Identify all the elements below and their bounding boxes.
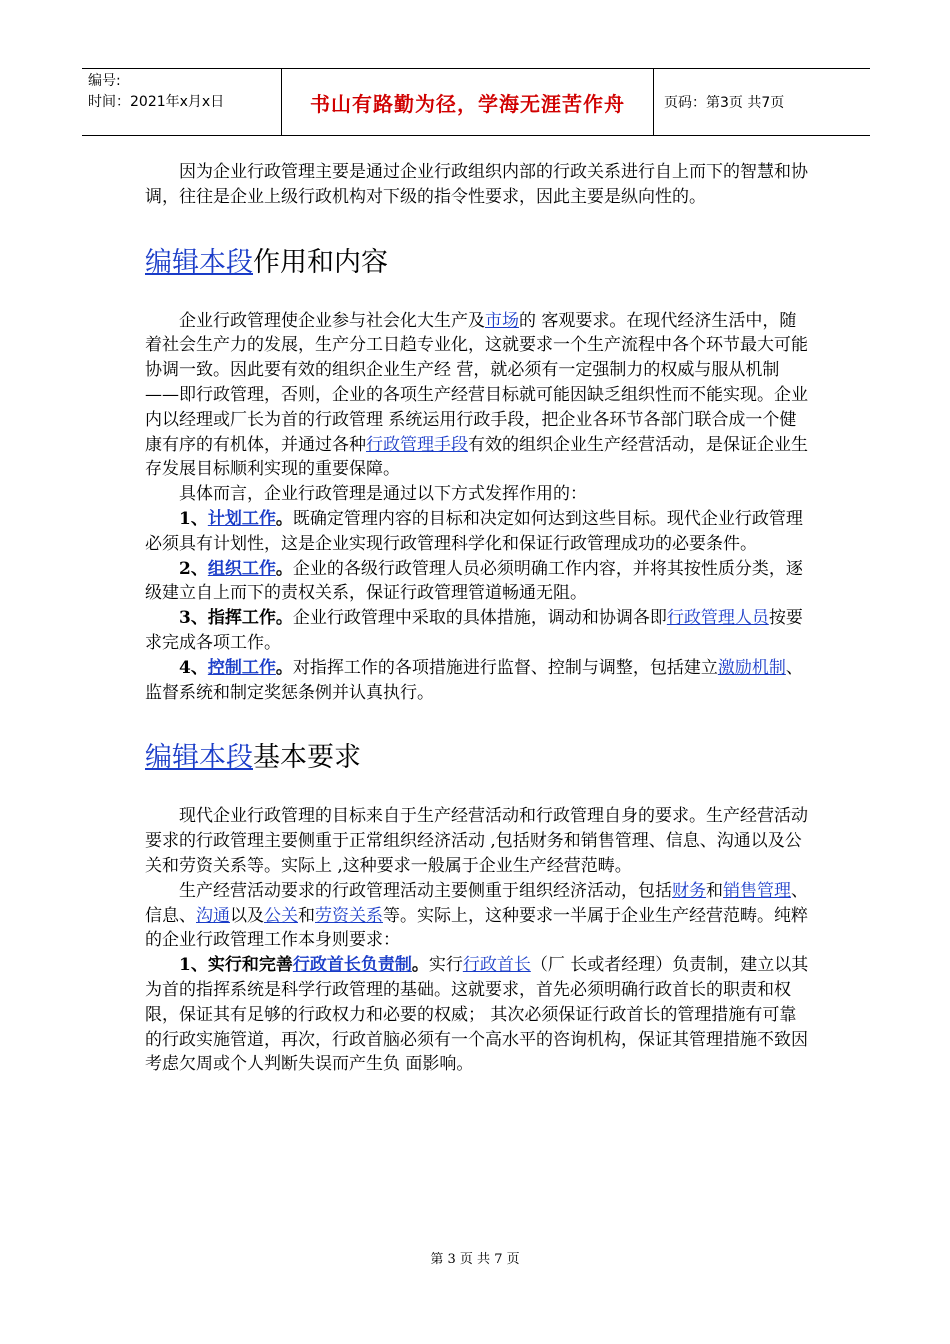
item-dot: 。 bbox=[275, 508, 293, 529]
market-link[interactable]: 市场 bbox=[485, 310, 519, 331]
incentive-link[interactable]: 激励机制 bbox=[717, 657, 786, 678]
list-item bbox=[145, 507, 810, 557]
item-dot: 。 bbox=[275, 558, 293, 579]
intro-paragraph: 因为企业行政管理主要是通过企业行政组织内部的行政关系进行自上而下的智慧和协调，往往是企业上级行政机构对下级的指令性要求，因此主要是纵向性的。 bbox=[145, 162, 808, 207]
section-heading-2 bbox=[145, 740, 810, 776]
item-text: 既确定管理内容的目标和决定如何达到这些目标。现代企业行政管理必须具有计划性，这是企业实现行政管理科学化和保证行政管理成功的必要条件。 bbox=[145, 508, 803, 554]
page-header bbox=[82, 68, 870, 136]
labor-relations-link[interactable]: 劳资关系 bbox=[315, 905, 383, 926]
item-text: 、监督系统和制定奖惩条例并认真执行。 bbox=[145, 657, 803, 703]
item-text: 实行 bbox=[428, 955, 463, 976]
paragraph: 具体而言，企业行政管理是通过以下方式发挥作用的： bbox=[179, 484, 587, 505]
item-text: 按要求完成各项工作。 bbox=[145, 608, 803, 653]
item-dot: 。 bbox=[275, 657, 293, 678]
item-text: 企业行政管理中采取的具体措施，调动和协调各即 bbox=[292, 608, 667, 629]
item-text: 企业的各级行政管理人员必须明确工作内容，并将其按性质分类，逐级建立自上而下的责权关系，保证行政管理管道畅通无阻。 bbox=[145, 558, 803, 604]
text-span: 、信息、 bbox=[145, 880, 808, 926]
text-span: 的 客观要求。在现代经济生活中，随着社会生产力的发展，生产分工日趋专业化，这就要求一个生产流程中各个环节最大可能协调一致。因此要有效的组织企业生产经 营，就必须有一定强制力的权威与服从机制——即行政管理，否则，企业的各项生产经营目标就可能因缺乏组织性而不能实现。企业内以经理或厂长为首的行政管理 系统运用行政手段，把企业各环节各部门联合成一个健康有序的有机体，并通过各种 bbox=[145, 310, 808, 455]
header-motto: 书山有路勤为径，学海无涯苦作舟 bbox=[282, 69, 654, 135]
edit-section-link[interactable]: 编辑本段 bbox=[145, 742, 253, 774]
header-page-number: 页码：第3页 共7页 bbox=[664, 95, 785, 111]
section-heading-1 bbox=[145, 245, 810, 281]
text-span: 等。实际上，这种要求一半属于企业生产经营范畴。纯粹的企业行政管理工作本身则要求： bbox=[145, 905, 808, 951]
list-item bbox=[145, 656, 810, 706]
edit-section-link[interactable]: 编辑本段 bbox=[145, 246, 253, 278]
list-item bbox=[145, 557, 810, 607]
number-label: 编号: bbox=[88, 73, 121, 89]
text-span: 和 bbox=[706, 880, 723, 901]
sales-management-link[interactable]: 销售管理 bbox=[723, 880, 791, 901]
paragraph bbox=[145, 879, 810, 953]
item-lead: 3、指挥工作。 bbox=[179, 608, 293, 629]
list-item bbox=[145, 953, 810, 1077]
control-link[interactable]: 控制工作 bbox=[207, 657, 276, 678]
item-lead: 1、实行和完善 bbox=[179, 955, 293, 976]
text-span: 生产经营活动要求的行政管理活动主要侧重于组织经济活动，包括 bbox=[179, 880, 672, 901]
admin-means-link[interactable]: 行政管理手段 bbox=[366, 434, 468, 455]
admin-chief-link[interactable]: 行政首长 bbox=[462, 955, 531, 976]
item-text: （厂 长或者经理）负责制，建立以其为首的指挥系统是科学行政管理的基础。这就要求，首先必须明确行政首长的职责和权限，保证其有足够的行政权力和必要的权威； 其次必须保证行政首长的管理措施有可靠的行政实施管道，再次，行政首脑必须有一个高水平的咨询机构，保证其管理措施不致因考虑欠周或个人判断失误而产生负 面影响。 bbox=[145, 955, 809, 1075]
text-span: 以及 bbox=[230, 905, 264, 926]
document-body bbox=[145, 160, 810, 1077]
communication-link[interactable]: 沟通 bbox=[196, 905, 230, 926]
paragraph bbox=[145, 309, 810, 483]
item-number: 2、 bbox=[179, 558, 208, 579]
item-number: 1、 bbox=[179, 508, 208, 529]
item-dot: 。 bbox=[411, 955, 429, 976]
text-span: 和 bbox=[298, 905, 315, 926]
item-text: 对指挥工作的各项措施进行监督、控制与调整，包括建立 bbox=[292, 657, 718, 678]
planning-link[interactable]: 计划工作 bbox=[207, 508, 276, 529]
header-left-cell bbox=[82, 69, 282, 135]
date-label: 时间：2021年x月x日 bbox=[88, 94, 225, 110]
chief-responsibility-link[interactable]: 行政首长负责制 bbox=[292, 955, 412, 976]
item-number: 4、 bbox=[179, 657, 208, 678]
paragraph: 现代企业行政管理的目标来自于生产经营活动和行政管理自身的要求。生产经营活动要求的行政管理主要侧重于正常组织经济活动 ,包括财务和销售管理、信息、沟通以及公关和劳资关系等。实际上 ,这种要求一般属于企业生产经营范畴。 bbox=[145, 806, 808, 876]
organizing-link[interactable]: 组织工作 bbox=[207, 558, 276, 579]
text-span: 企业行政管理使企业参与社会化大生产及 bbox=[179, 310, 485, 331]
public-relations-link[interactable]: 公关 bbox=[264, 905, 298, 926]
admin-staff-link[interactable]: 行政管理人员 bbox=[666, 608, 769, 629]
page-footer: 第 3 页 共 7 页 bbox=[430, 1252, 520, 1267]
finance-link[interactable]: 财务 bbox=[672, 880, 706, 901]
section-title: 基本要求 bbox=[253, 742, 361, 774]
list-item bbox=[145, 606, 810, 656]
section-title: 作用和内容 bbox=[253, 246, 388, 278]
text-span: 有效的组织企业生产经营活动，是保证企业生存发展目标顺利实现的重要保障。 bbox=[145, 434, 808, 480]
